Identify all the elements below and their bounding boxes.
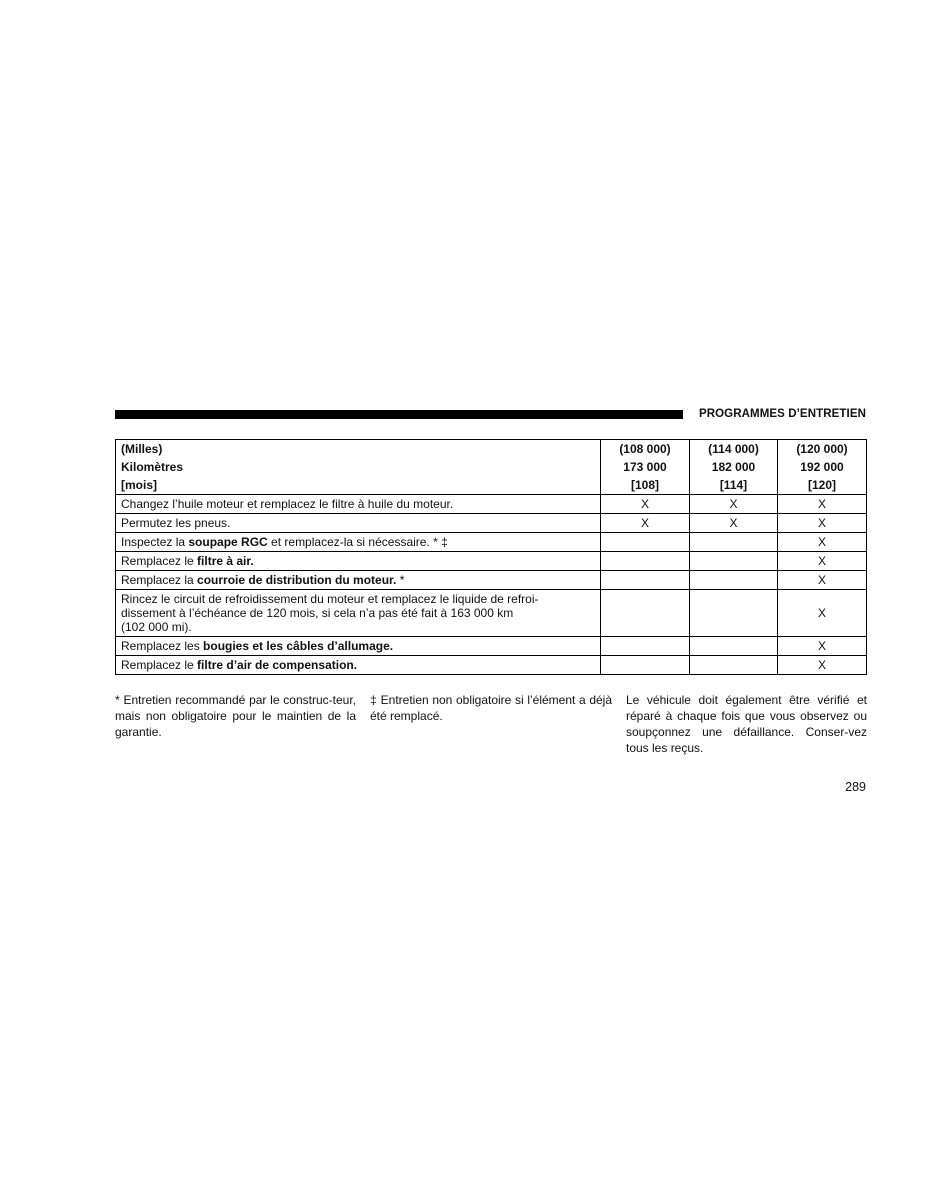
table-row <box>116 495 867 514</box>
header-label-km: Kilomètres <box>121 460 184 474</box>
row-mark <box>690 590 778 637</box>
row-description <box>116 552 601 571</box>
desc-line: (102 000 mi). <box>121 620 192 634</box>
row-mark <box>601 571 690 590</box>
row-mark <box>690 656 778 675</box>
desc-text: Inspectez la <box>121 535 189 549</box>
row-mark <box>690 637 778 656</box>
desc-text: Remplacez les <box>121 639 204 653</box>
interval-2-miles: (114 000) <box>708 442 759 456</box>
row-description <box>116 637 601 656</box>
row-description <box>116 571 601 590</box>
row-mark <box>601 533 690 552</box>
table-row <box>116 514 867 533</box>
table-row <box>116 571 867 590</box>
desc-line: Rincez le circuit de refroidissement du moteur et remplacez le liquide de refroi- <box>121 592 539 606</box>
desc-line: dissement à l’échéance de 120 mois, si cela n’a pas été fait à 163 000 km <box>121 606 514 620</box>
row-mark: X <box>601 495 690 514</box>
row-description <box>116 533 601 552</box>
desc-bold-text: filtre à air. <box>197 554 254 568</box>
page-number: 289 <box>845 780 866 794</box>
header-label-months: [mois] <box>121 478 157 492</box>
maintenance-schedule-table <box>115 439 867 675</box>
desc-text: Remplacez le <box>121 658 198 672</box>
interval-1-miles: (108 000) <box>619 442 671 456</box>
table-header-row <box>116 440 867 495</box>
footnote-manufacturer: * Entretien recommandé par le construc-teur, mais non obligatoire pour le maintien de la garantie. <box>115 693 356 739</box>
table-row <box>116 656 867 675</box>
note-inspection: Le véhicule doit également être vérifié et réparé à chaque fois que vous observez ou soupçonnez une défaillance. Conser-vez tous les reçus. <box>626 693 867 755</box>
row-mark: X <box>778 514 867 533</box>
header-interval-2 <box>690 440 778 495</box>
desc-text: Remplacez le <box>121 554 198 568</box>
desc-text-suffix: * <box>396 573 405 587</box>
interval-3-months: [120] <box>807 478 836 492</box>
table-row <box>116 590 867 637</box>
row-mark: X <box>778 571 867 590</box>
header-labels-cell <box>116 440 601 495</box>
desc-bold-text: soupape RGC <box>188 535 268 549</box>
row-mark: X <box>690 514 778 533</box>
row-mark: X <box>778 495 867 514</box>
row-mark <box>690 552 778 571</box>
desc-bold-text: courroie de distribution du moteur. <box>197 573 397 587</box>
row-mark <box>690 533 778 552</box>
row-mark: X <box>778 533 867 552</box>
header-label-miles: (Milles) <box>121 442 163 456</box>
interval-1-months: [108] <box>630 478 659 492</box>
desc-text: Permutez les pneus. <box>121 516 231 530</box>
desc-text-suffix: et remplacez-la si nécessaire. * ‡ <box>267 535 448 549</box>
desc-text: Changez l’huile moteur et remplacez le filtre à huile du moteur. <box>121 497 454 511</box>
row-description <box>116 514 601 533</box>
row-mark <box>690 571 778 590</box>
row-mark <box>601 552 690 571</box>
section-header-bar <box>115 410 683 419</box>
interval-2-months: [114] <box>719 478 748 492</box>
table-row <box>116 533 867 552</box>
row-mark: X <box>601 514 690 533</box>
row-mark <box>601 590 690 637</box>
footnote-not-required: ‡ Entretien non obligatoire si l’élément a déjà été remplacé. <box>370 693 612 723</box>
row-description <box>116 656 601 675</box>
section-title: PROGRAMMES D’ENTRETIEN <box>698 408 866 420</box>
desc-bold-text: bougies et les câbles d’allumage. <box>203 639 394 653</box>
row-description <box>116 495 601 514</box>
row-mark: X <box>778 552 867 571</box>
row-mark <box>601 656 690 675</box>
desc-text: Remplacez la <box>121 573 198 587</box>
row-mark: X <box>778 637 867 656</box>
table-row <box>116 552 867 571</box>
row-mark: X <box>778 590 867 637</box>
header-interval-1 <box>601 440 690 495</box>
interval-2-km: 182 000 <box>711 460 756 474</box>
desc-bold-text: filtre d’air de compensation. <box>197 658 358 672</box>
table-row <box>116 637 867 656</box>
row-description <box>116 590 601 637</box>
interval-3-km: 192 000 <box>800 460 844 474</box>
row-mark: X <box>778 656 867 675</box>
interval-1-km: 173 000 <box>623 460 667 474</box>
interval-3-miles: (120 000) <box>796 442 848 456</box>
row-mark: X <box>690 495 778 514</box>
header-interval-3 <box>778 440 867 495</box>
row-mark <box>601 637 690 656</box>
